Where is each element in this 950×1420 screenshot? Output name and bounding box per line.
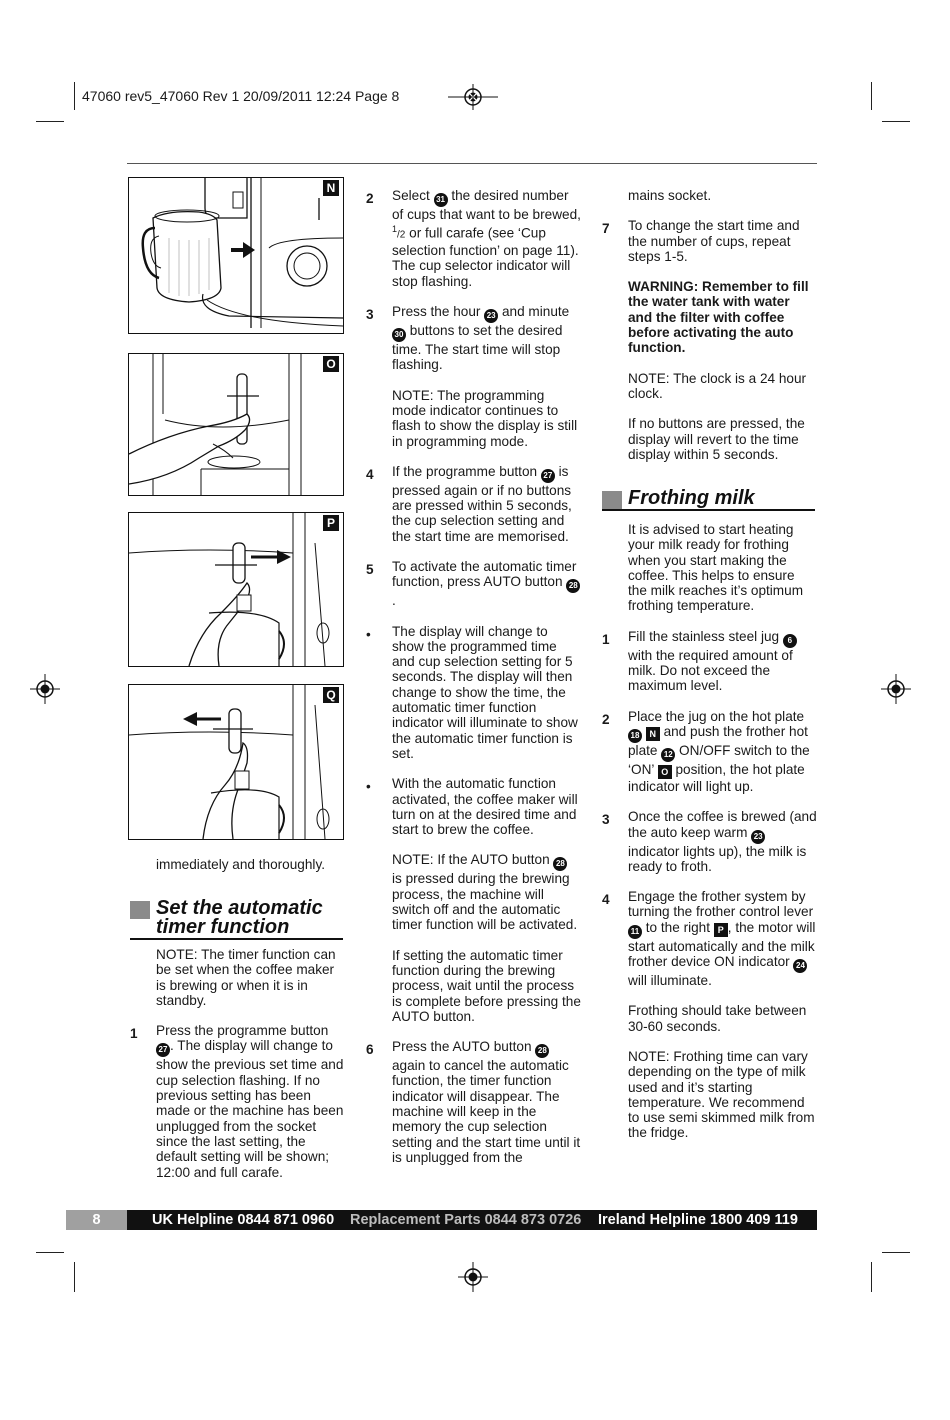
froth-step-2 — [602, 709, 817, 795]
figure-n-illustration — [129, 178, 343, 333]
step-text: Press the programme button — [156, 1023, 329, 1039]
step-text: If the programme button — [392, 463, 538, 479]
crop-mark — [871, 82, 872, 110]
step-text: and minute — [501, 304, 570, 320]
cup-selector-ref-icon: 31 — [434, 193, 448, 207]
keep-warm-indicator-ref-icon: 23 — [751, 830, 765, 844]
step-text: the desired number of cups that want to be brewed, — [392, 188, 581, 222]
timer-step-1 — [130, 1023, 345, 1180]
step-text: again to cancel the automatic function, the timer function indicator will disappear. The machine will keep in the memory the cup selection setting and the start time until it is unplugged from the — [392, 1058, 581, 1165]
step-text: , the motor will start automatically and the milk frother device ON indicator — [628, 919, 816, 970]
timer-step-7 — [602, 218, 817, 264]
step-number: 4 — [602, 892, 610, 908]
programming-note: NOTE: The programming mode indicator continues to flash to show the display is still in programming mode. — [392, 387, 578, 449]
step-text: with the required amount of milk. Do not exceed the maximum level. — [628, 647, 793, 694]
step-number: 2 — [602, 711, 610, 727]
step-number: 3 — [602, 812, 610, 828]
replacement-parts-line: Replacement Parts 0844 873 0726 — [350, 1212, 582, 1228]
crop-mark — [74, 1262, 75, 1292]
heading-underline-col1 — [130, 938, 343, 940]
frothing-duration: Frothing should take between 30-60 seconds. — [628, 1003, 807, 1034]
jug-ref-icon: 6 — [783, 634, 797, 648]
col2-body — [366, 188, 581, 1165]
revert-note: If no buttons are pressed, the display will revert to the time display within 5 seconds. — [628, 416, 805, 462]
auto-button-ref-icon: 28 — [553, 857, 567, 871]
registration-mark-right — [881, 674, 911, 704]
page-number-tab: 8 — [66, 1210, 127, 1230]
programme-button-ref-icon: 27 — [156, 1043, 170, 1057]
step-text: Place the jug on the hot plate — [628, 708, 805, 724]
step-text: will illuminate. — [628, 973, 712, 989]
lever-ref-icon: 11 — [628, 925, 642, 939]
timer-step-2 — [366, 188, 581, 289]
col3-continued-text: mains socket. — [628, 188, 712, 203]
step-text: Press the hour — [392, 304, 481, 320]
ireland-helpline: Ireland Helpline 1800 409 119 — [598, 1212, 798, 1228]
note-text: is pressed during the brewing process, the machine will switch off and the automatic timer function will be activated. — [392, 871, 578, 933]
figure-o-label: O — [323, 356, 339, 372]
step-text: ON/OFF switch to the ‘ON’ — [628, 742, 810, 777]
brewing-process-note: If setting the automatic timer function during the brewing process, wait until the process is complete before pressing the AUTO button. — [392, 947, 581, 1024]
top-rule — [127, 163, 817, 164]
auto-button-ref-icon: 28 — [566, 579, 580, 593]
col1-continued-text: immediately and thoroughly. — [156, 857, 326, 872]
froth-step-1 — [602, 629, 817, 694]
figure-p-illustration — [129, 513, 343, 666]
crop-mark — [74, 82, 75, 110]
bullet-text: With the automatic function activated, the coffee maker will turn on at the desired time and start to brew the coffee. — [392, 776, 578, 838]
step-number: 6 — [366, 1042, 374, 1058]
step-number: 1 — [602, 631, 610, 647]
figure-q-illustration — [129, 685, 343, 839]
figure-o-illustration — [129, 354, 343, 495]
clock-note: NOTE: The clock is a 24 hour clock. — [628, 370, 807, 401]
step-number: 1 — [130, 1026, 138, 1042]
crop-mark — [882, 121, 910, 122]
figure-n-label: N — [323, 180, 339, 196]
heading-marker — [602, 491, 622, 509]
frother-on-indicator-ref-icon: 24 — [793, 959, 807, 973]
step-text: . The display will change to show the previous set time and cup selection flashing. If no previous setting has been made or the machine has been unplugged from the socket since the last setting, the default setting will be shown; 12:00 and full carafe. — [156, 1038, 344, 1180]
hour-button-ref-icon: 23 — [484, 309, 498, 323]
step-text: . — [392, 593, 396, 609]
print-slug: 47060 rev5_47060 Rev 1 20/09/2011 12:24 Page 8 — [82, 88, 400, 104]
col3-body-bottom — [602, 522, 817, 1156]
step-text: position, the hot plate indicator will light up. — [628, 761, 805, 794]
crop-mark — [36, 1252, 64, 1253]
note-text: NOTE: If the AUTO button — [392, 852, 550, 868]
step-text: to the right — [645, 919, 711, 935]
step-text: Once the coffee is brewed (and the auto keep warm — [628, 809, 817, 840]
step-text: Press the AUTO button — [392, 1039, 532, 1055]
heading-line2: timer function — [156, 916, 290, 938]
figure-n-jug-on-hotplate — [128, 177, 344, 334]
col3-body-top — [602, 188, 817, 477]
col1-body — [130, 947, 345, 1180]
auto-button-ref-icon: 28 — [535, 1044, 549, 1058]
figure-n-ref-icon: N — [646, 727, 660, 741]
timer-step-3 — [366, 304, 581, 373]
heading-set-automatic-timer — [130, 899, 345, 937]
fraction-denominator: /2 — [397, 229, 406, 241]
registration-mark-left — [30, 674, 60, 704]
step-number: 3 — [366, 307, 374, 323]
step-number: 7 — [602, 221, 610, 237]
bullet-marker: • — [366, 779, 371, 795]
crop-mark — [882, 1252, 910, 1253]
heading-text: Frothing milk — [628, 487, 755, 509]
minute-button-ref-icon: 30 — [392, 328, 406, 342]
hot-plate-ref-icon: 18 — [628, 729, 642, 743]
figure-o-ref-icon: O — [658, 765, 672, 779]
timer-step-5 — [366, 559, 581, 609]
figure-p-label: P — [323, 515, 339, 531]
step-number: 4 — [366, 466, 374, 482]
frothing-time-note: NOTE: Frothing time can vary depending on the type of milk used and it’s starting temperature. We recommend to use semi skimmed milk from the fridge. — [628, 1048, 815, 1141]
registration-mark-top — [448, 84, 498, 110]
step-text: Fill the stainless steel jug — [628, 628, 780, 644]
heading-frothing-milk — [602, 489, 817, 508]
bullet-text: The display will change to show the programmed time and cup selection setting for 5 seconds. The display will then change to show the time, the automatic timer function indicator will illuminate to show the automatic timer function is set. — [392, 623, 578, 761]
step-text: To activate the automatic timer function, press AUTO button — [392, 558, 577, 590]
figure-o-switch-on — [128, 353, 344, 496]
auto-button-note — [366, 852, 581, 932]
step-text: indicator lights up), the milk is ready to froth. — [628, 843, 807, 874]
programme-button-ref-icon: 27 — [541, 469, 555, 483]
switch-ref-icon: 12 — [661, 748, 675, 762]
froth-step-3 — [602, 809, 817, 874]
warning-text: WARNING: Remember to fill the water tank with water and the filter with coffee before activating the auto function. — [628, 279, 809, 356]
step-text: buttons to set the desired time. The start time will stop flashing. — [392, 323, 563, 373]
step-text: is pressed again or if no buttons are pressed within 5 seconds, the cup selection setting and the start time are memorised. — [392, 463, 572, 544]
bullet-marker: • — [366, 626, 371, 642]
timer-step-4 — [366, 464, 581, 544]
registration-mark-bottom — [458, 1262, 488, 1292]
fraction-numerator: 1 — [392, 224, 398, 235]
heading-line1: Set the automatic — [156, 897, 323, 919]
froth-step-4 — [602, 889, 817, 988]
figure-p-lever-right — [128, 512, 344, 667]
step-text: To change the start time and the number of cups, repeat steps 1-5. — [628, 218, 800, 264]
timer-step-6 — [366, 1039, 581, 1165]
step-text: and push the frother hot plate — [628, 723, 808, 758]
crop-mark — [36, 121, 64, 122]
step-text: Engage the frother system by turning the frother control lever — [628, 889, 814, 920]
crop-mark — [871, 1262, 872, 1292]
frothing-intro: It is advised to start heating your milk ready for frothing when you start making the coffee. This helps to ensure the milk reaches it’s optimum frothing temperature. — [628, 522, 804, 614]
uk-helpline: UK Helpline 0844 871 0960 — [152, 1212, 335, 1228]
bullet-display-change — [366, 624, 581, 762]
figure-q-label: Q — [323, 687, 339, 703]
figure-p-ref-icon: P — [714, 923, 728, 937]
footer-helpline-bar — [127, 1210, 817, 1230]
step-text: or full carafe (see ‘Cup selection function’ on page 11). The cup selector indicator will stop flashing. — [392, 225, 579, 289]
heading-marker — [130, 901, 150, 919]
step-number: 2 — [366, 191, 374, 206]
step-text: Select — [392, 188, 430, 203]
figure-q-lever-left — [128, 684, 344, 840]
heading-underline-col3 — [602, 509, 815, 511]
timer-note: NOTE: The timer function can be set when the coffee maker is brewing or when it is in standby. — [156, 947, 336, 1008]
step-number: 5 — [366, 561, 374, 577]
bullet-auto-activated — [366, 776, 581, 837]
